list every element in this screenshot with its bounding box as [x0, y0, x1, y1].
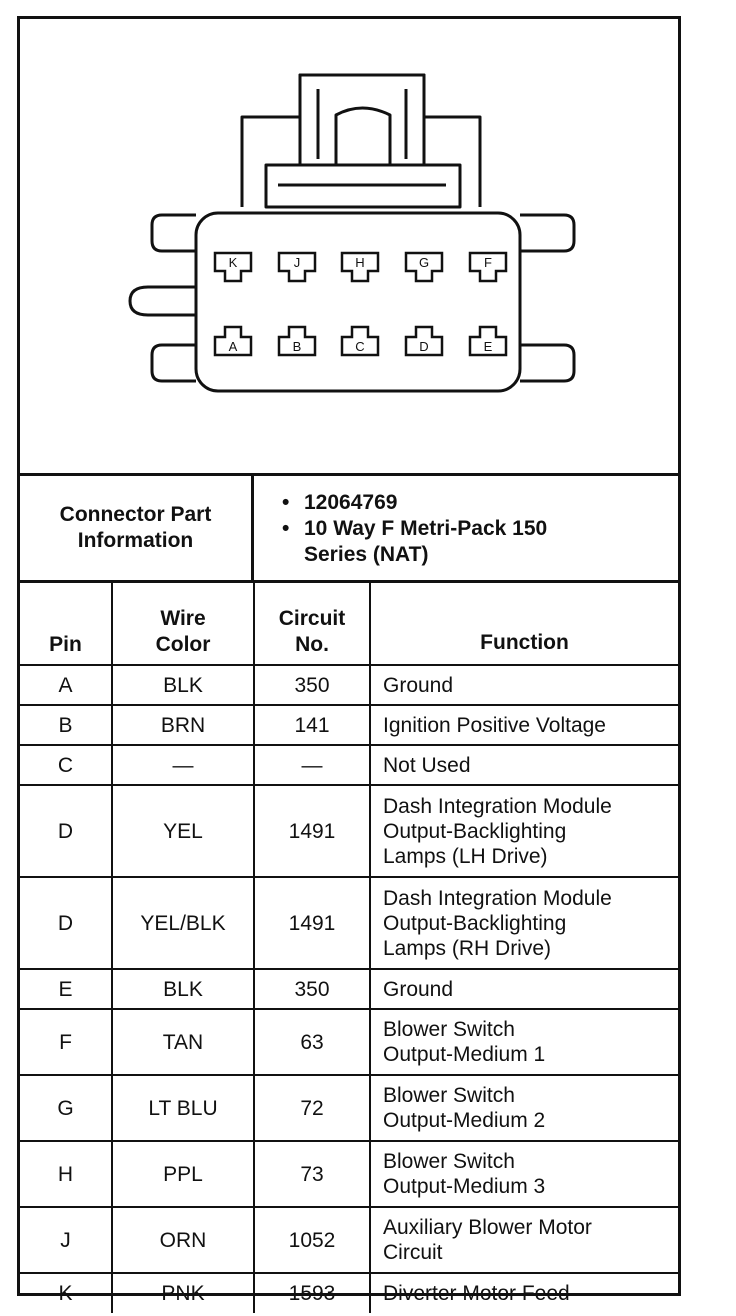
cell-wire-color: LT BLU — [112, 1075, 254, 1141]
cell-circuit-no: 350 — [254, 969, 370, 1009]
cell-function — [370, 1273, 678, 1313]
cell-circuit-no: 1491 — [254, 877, 370, 969]
pin-cavity-label: C — [355, 339, 365, 354]
cell-function — [370, 877, 678, 969]
header-circuit-line: No. — [295, 633, 329, 656]
pin-cavity-label: D — [419, 339, 429, 354]
pin-cavity-label: H — [355, 255, 365, 270]
function-line: Lamps (RH Drive) — [383, 936, 552, 960]
cell-function — [370, 1141, 678, 1207]
cell-pin: H — [20, 1141, 112, 1207]
cell-wire-color: ORN — [112, 1207, 254, 1273]
header-wire-color-line: Wire — [160, 607, 206, 630]
cell-function — [370, 705, 678, 745]
table-row — [20, 1075, 678, 1141]
table-row — [20, 785, 678, 877]
table-row — [20, 877, 678, 969]
cell-circuit-no: 1491 — [254, 785, 370, 877]
cell-pin: G — [20, 1075, 112, 1141]
header-circuit-line: Circuit — [278, 607, 346, 630]
cell-wire-color: BRN — [112, 705, 254, 745]
table-row — [20, 1009, 678, 1075]
cell-circuit-no: 72 — [254, 1075, 370, 1141]
table-row — [20, 705, 678, 745]
cell-wire-color: TAN — [112, 1009, 254, 1075]
cell-pin: D — [20, 877, 112, 969]
cell-pin: C — [20, 745, 112, 785]
cell-circuit-no: 73 — [254, 1141, 370, 1207]
pin-cavity-label: G — [418, 255, 430, 270]
cell-function — [370, 665, 678, 705]
function-line: Blower Switch — [383, 1084, 515, 1107]
header-wire-color-line: Color — [155, 633, 211, 656]
cell-wire-color: YEL/BLK — [112, 877, 254, 969]
connector-part-information — [20, 473, 678, 583]
function-line: Blower Switch — [383, 1018, 515, 1041]
function-line: Output-Backlighting — [383, 819, 567, 843]
table-row — [20, 1273, 678, 1313]
table-row — [20, 745, 678, 785]
header-pin: Pin — [20, 583, 112, 665]
part-number: • 12064769 — [282, 490, 678, 516]
part-info-label-line: Information — [77, 529, 194, 552]
cell-function — [370, 969, 678, 1009]
cell-function — [370, 1207, 678, 1273]
cell-circuit-no: 350 — [254, 665, 370, 705]
pin-table — [20, 583, 678, 1313]
cell-circuit-no: 1052 — [254, 1207, 370, 1273]
header-wire-color — [112, 583, 254, 665]
header-circuit-no — [254, 583, 370, 665]
part-info-label — [20, 476, 254, 580]
part-description-line: • 10 Way F Metri-Pack 150 — [304, 517, 548, 540]
cell-function — [370, 1009, 678, 1075]
cell-wire-color: YEL — [112, 785, 254, 877]
cell-function — [370, 785, 678, 877]
cell-pin: B — [20, 705, 112, 745]
function-line: Output-Medium 2 — [383, 1109, 546, 1132]
cell-pin: A — [20, 665, 112, 705]
connector-sheet — [17, 16, 681, 1305]
cell-pin: E — [20, 969, 112, 1009]
function-line: Output-Medium 1 — [383, 1043, 546, 1066]
cell-circuit-no: — — [254, 745, 370, 785]
header-function: Function — [370, 583, 678, 665]
cell-function — [370, 1075, 678, 1141]
function-line: Diverter Motor Feed — [383, 1282, 570, 1305]
cell-wire-color: BLK — [112, 969, 254, 1009]
pin-cavity-label: F — [484, 255, 492, 270]
cell-pin: F — [20, 1009, 112, 1075]
part-info-values — [254, 476, 678, 580]
function-line: Blower Switch — [383, 1150, 515, 1173]
cell-circuit-no: 1593 — [254, 1273, 370, 1313]
function-line: Auxiliary Blower Motor — [383, 1216, 592, 1239]
part-info-label-line: Connector Part — [59, 503, 212, 526]
part-description-line: Series (NAT) — [304, 543, 429, 566]
table-row — [20, 1207, 678, 1273]
function-line: Lamps (LH Drive) — [383, 844, 548, 868]
connector-diagram — [20, 19, 678, 473]
pin-cavity-label: K — [228, 255, 238, 270]
pin-cavity-label: E — [483, 339, 493, 354]
cell-pin: D — [20, 785, 112, 877]
pin-cavity-label: B — [292, 339, 302, 354]
function-line: Ground — [383, 977, 454, 1001]
cell-wire-color: — — [112, 745, 254, 785]
cell-pin: K — [20, 1273, 112, 1313]
cell-circuit-no: 63 — [254, 1009, 370, 1075]
table-row — [20, 665, 678, 705]
pin-cavity-label: J — [293, 255, 301, 270]
function-line: Dash Integration Module — [383, 886, 612, 910]
function-line: Ignition Positive Voltage — [383, 713, 606, 737]
cell-wire-color: BLK — [112, 665, 254, 705]
function-line: Dash Integration Module — [383, 794, 612, 818]
table-row — [20, 1141, 678, 1207]
connector-body — [196, 213, 520, 391]
function-line: Circuit — [383, 1241, 443, 1264]
cell-pin: J — [20, 1207, 112, 1273]
function-line: Ground — [383, 673, 454, 697]
part-description — [282, 516, 678, 568]
function-line: Not Used — [383, 753, 471, 777]
latch-housing — [242, 75, 480, 207]
table-row — [20, 969, 678, 1009]
cell-wire-color: PNK — [112, 1273, 254, 1313]
cell-circuit-no: 141 — [254, 705, 370, 745]
function-line: Output-Backlighting — [383, 911, 567, 935]
pin-cavity-label: A — [228, 339, 238, 354]
cell-wire-color: PPL — [112, 1141, 254, 1207]
function-line: Output-Medium 3 — [383, 1175, 546, 1198]
cell-function — [370, 745, 678, 785]
